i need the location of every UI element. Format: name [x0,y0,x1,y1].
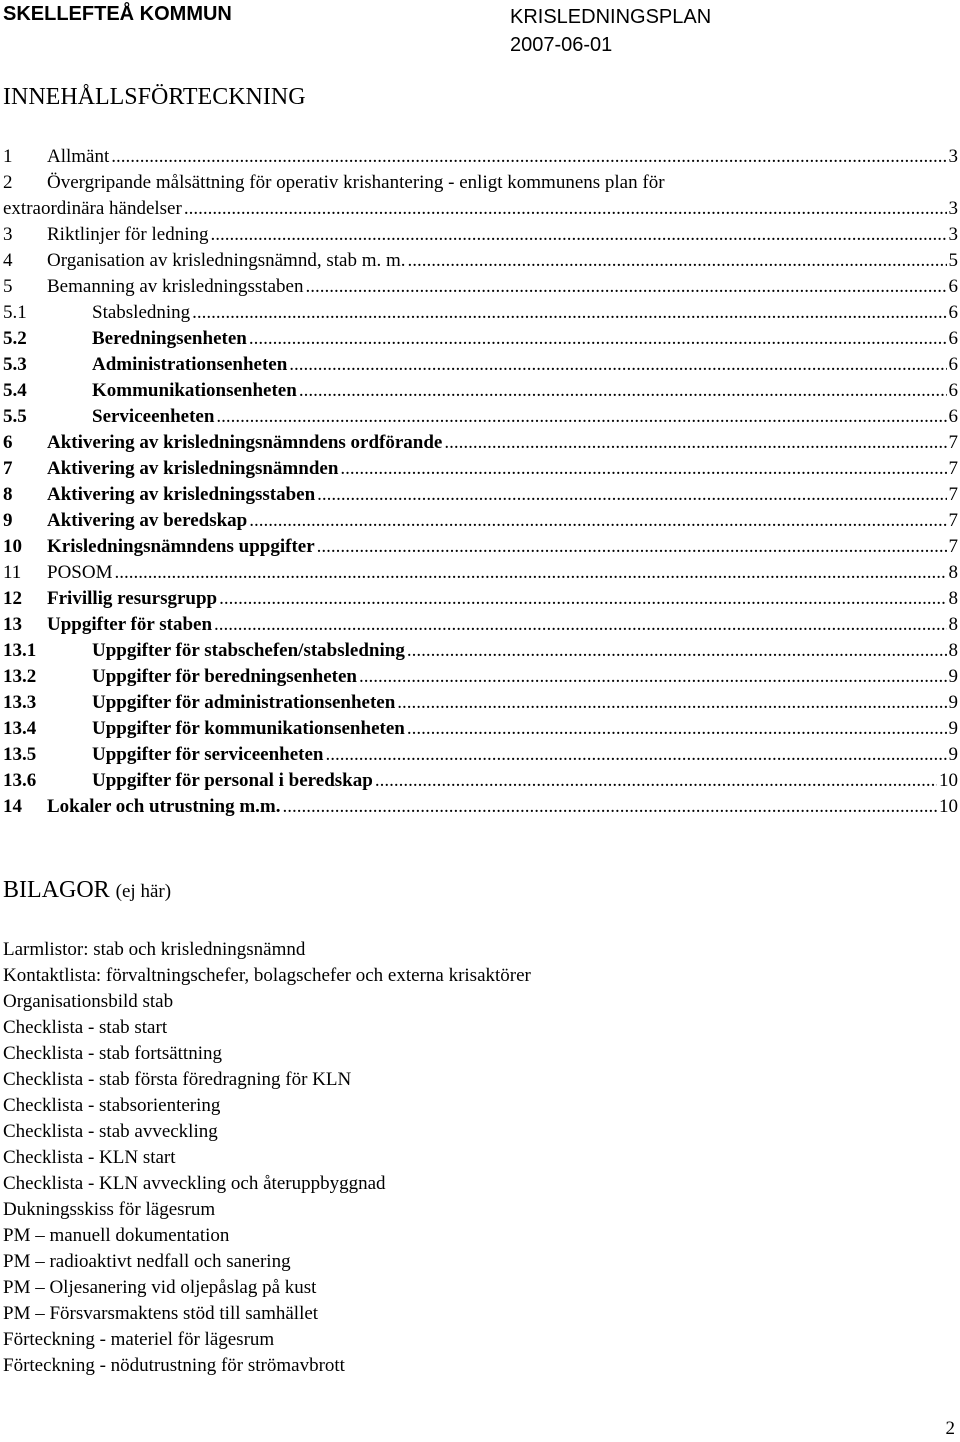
toc-leader [299,378,947,404]
bilagor-item: Larmlistor: stab och krisledningsnämnd [3,939,306,960]
toc-entry-text: Uppgifter för stabschefen/stabsledning [92,640,405,661]
toc-entry-number: 13.1 [3,640,37,661]
toc-entry[interactable] [3,404,958,430]
toc-leader [325,742,946,768]
toc-entry[interactable] [3,794,958,820]
toc-leader [407,638,947,664]
toc-leader [219,586,946,612]
page-number: 2 [945,1418,955,1439]
toc-entry[interactable] [3,170,958,196]
toc-entry-text: Uppgifter för kommunikationsenheten [92,718,405,739]
toc-entry[interactable] [3,664,958,690]
bilagor-item: PM – radioaktivt nedfall och sanering [3,1251,291,1272]
bilagor-item: Checklista - KLN start [3,1147,176,1168]
toc-entry-page: 3 [948,198,958,219]
toc-entry-page: 8 [948,562,958,583]
toc-entry[interactable] [3,430,958,456]
toc-entry-page: 8 [948,588,958,609]
toc-leader [375,768,937,794]
toc-entry[interactable] [3,586,958,612]
toc-entry-number: 4 [3,250,13,271]
toc-entry-text: Bemanning av krisledningsstaben [47,276,304,297]
header-right [510,3,711,59]
toc-entry-page: 6 [948,380,958,401]
toc-entry-page: 10 [939,796,958,817]
toc-entry-page: 6 [948,302,958,323]
toc-leader [317,534,947,560]
toc-leader [214,612,946,638]
toc-entry-text: Uppgifter för serviceenheten [92,744,324,765]
toc-entry-text: Uppgifter för staben [47,614,213,635]
bilagor-title [3,877,171,904]
toc-entry[interactable] [3,508,958,534]
toc-entry-text: Riktlinjer för ledning [47,224,209,245]
bilagor-list [3,937,531,1379]
toc-entry-page: 7 [948,510,958,531]
toc-leader [210,222,946,248]
toc-leader [249,508,946,534]
toc-entry-number: 5.1 [3,302,27,323]
toc-entry-text: Krisledningsnämndens uppgifter [47,536,315,557]
toc-leader [408,248,947,274]
toc-entry-number: 13 [3,614,22,635]
toc-entry-number: 2 [3,172,13,193]
bilagor-item: Checklista - stab start [3,1017,168,1038]
toc-entry-number: 13.6 [3,770,37,791]
toc-entry-page: 8 [948,640,958,661]
toc-entry-page: 3 [948,224,958,245]
toc-entry-text: Lokaler och utrustning m.m. [47,796,281,817]
toc-entry[interactable] [3,612,958,638]
toc-entry[interactable] [3,482,958,508]
toc-leader [317,482,946,508]
bilagor-item: Dukningsskiss för lägesrum [3,1199,216,1220]
bilagor-item: PM – Oljesanering vid oljepåslag på kust [3,1277,317,1298]
toc-entry-page: 3 [948,146,958,167]
toc-leader [216,404,946,430]
toc-entry-number: 3 [3,224,13,245]
toc-entry-text-continued: extraordinära händelser [3,198,182,219]
toc-entry-continuation[interactable] [3,196,958,222]
toc-entry-text: Beredningsenheten [92,328,247,349]
toc-entry-number: 5 [3,276,13,297]
toc-entry[interactable] [3,742,958,768]
header-org: SKELLEFTEÅ KOMMUN [3,3,232,25]
toc-entry-text: Kommunikationsenheten [92,380,297,401]
toc-entry-text: Aktivering av beredskap [47,510,248,531]
toc-entry[interactable] [3,248,958,274]
toc-entry-text: Administrationsenheten [92,354,288,375]
toc-entry-page: 7 [948,432,958,453]
bilagor-item: Checklista - stab avveckling [3,1121,218,1142]
toc-entry-page: 10 [939,770,958,791]
toc-entry-number: 13.2 [3,666,37,687]
toc-leader [184,196,947,222]
toc-leader [282,794,937,820]
toc-entry-number: 1 [3,146,13,167]
toc-leader [249,326,947,352]
toc-entry[interactable] [3,768,958,794]
toc-entry-page: 6 [948,276,958,297]
toc-entry[interactable] [3,560,958,586]
toc-entry[interactable] [3,690,958,716]
toc-entry[interactable] [3,300,958,326]
toc-leader [340,456,946,482]
toc-entry-page: 7 [948,484,958,505]
bilagor-item: Checklista - KLN avveckling och återuppbyggnad [3,1173,386,1194]
bilagor-title-text: BILAGOR [3,877,110,903]
toc-entry-text: Frivillig resursgrupp [47,588,218,609]
toc-entry-page: 7 [948,536,958,557]
toc-leader [397,690,946,716]
toc-entry-number: 13.4 [3,718,37,739]
toc-entry-number: 13.3 [3,692,37,713]
toc-entry-text: Uppgifter för administrationsenheten [92,692,396,713]
toc-entry-page: 6 [948,328,958,349]
bilagor-item: Organisationsbild stab [3,991,174,1012]
toc-leader [359,664,947,690]
toc-entry-text: Aktivering av krisledningsnämnden [47,458,339,479]
toc-entry-page: 7 [948,458,958,479]
toc-entry-number: 8 [3,484,13,505]
header-doc-title: KRISLEDNINGSPLAN [510,6,712,28]
toc-entry-page: 5 [948,250,958,271]
bilagor-item: Förteckning - nödutrustning för strömavbrott [3,1355,345,1376]
toc-entry-text: POSOM [47,562,113,583]
toc-entry-number: 7 [3,458,13,479]
toc-entry-number: 10 [3,536,22,557]
toc-entry-page: 9 [948,692,958,713]
bilagor-item: Kontaktlista: förvaltningschefer, bolagschefer och externa krisaktörer [3,965,531,986]
header-date: 2007-06-01 [510,34,613,56]
toc-entry-page: 6 [948,354,958,375]
bilagor-item: PM – manuell dokumentation [3,1225,230,1246]
toc-entry-page: 8 [948,614,958,635]
bilagor-title-note: (ej här) [115,881,172,902]
bilagor-item: Checklista - stab första föredragning för KLN [3,1069,352,1090]
toc-entry-number: 11 [3,562,22,583]
toc-entry[interactable] [3,274,958,300]
toc-title: INNEHÅLLSFÖRTECKNING [3,84,306,110]
toc-entry-text: Allmänt [47,146,110,167]
bilagor-item: Förteckning - materiel för lägesrum [3,1329,275,1350]
toc-leader [305,274,946,300]
toc-entry-page: 6 [948,406,958,427]
toc-entry-number: 5.5 [3,406,27,427]
toc-entry-text: Serviceenheten [92,406,215,427]
toc-entry-number: 13.5 [3,744,37,765]
toc-entry-number: 9 [3,510,13,531]
toc-entry-text: Aktivering av krisledningsstaben [47,484,316,505]
toc-list [3,144,958,820]
toc-entry-page: 9 [948,718,958,739]
toc-leader [192,300,946,326]
toc-leader [407,716,947,742]
toc-entry[interactable] [3,144,958,170]
toc-entry[interactable] [3,716,958,742]
toc-entry-number: 6 [3,432,13,453]
toc-entry-text: Uppgifter för beredningsenheten [92,666,357,687]
toc-entry[interactable] [3,638,958,664]
toc-entry-text: Uppgifter för personal i beredskap [92,770,373,791]
toc-entry-number: 5.2 [3,328,27,349]
toc-entry-page: 9 [948,744,958,765]
toc-entry-number: 14 [3,796,22,817]
toc-entry-number: 5.3 [3,354,27,375]
toc-entry[interactable] [3,326,958,352]
toc-entry-number: 12 [3,588,22,609]
toc-entry-text: Organisation av krisledningsnämnd, stab m. m. [47,250,406,271]
toc-entry-page: 9 [948,666,958,687]
bilagor-item: Checklista - stabsorientering [3,1095,221,1116]
toc-leader [444,430,946,456]
toc-entry[interactable] [3,534,958,560]
toc-entry[interactable] [3,456,958,482]
toc-entry-text: Aktivering av krisledningsnämndens ordförande [47,432,443,453]
toc-leader [111,144,946,170]
toc-entry[interactable] [3,378,958,404]
toc-entry-text: Stabsledning [92,302,191,323]
toc-entry[interactable] [3,352,958,378]
bilagor-item: PM – Försvarsmaktens stöd till samhället [3,1303,319,1324]
toc-entry-text: Övergripande målsättning för operativ krishantering - enligt kommunens plan för [47,172,665,193]
toc-leader [114,560,946,586]
bilagor-item: Checklista - stab fortsättning [3,1043,222,1064]
toc-entry-number: 5.4 [3,380,27,401]
toc-leader [289,352,946,378]
toc-entry[interactable] [3,222,958,248]
